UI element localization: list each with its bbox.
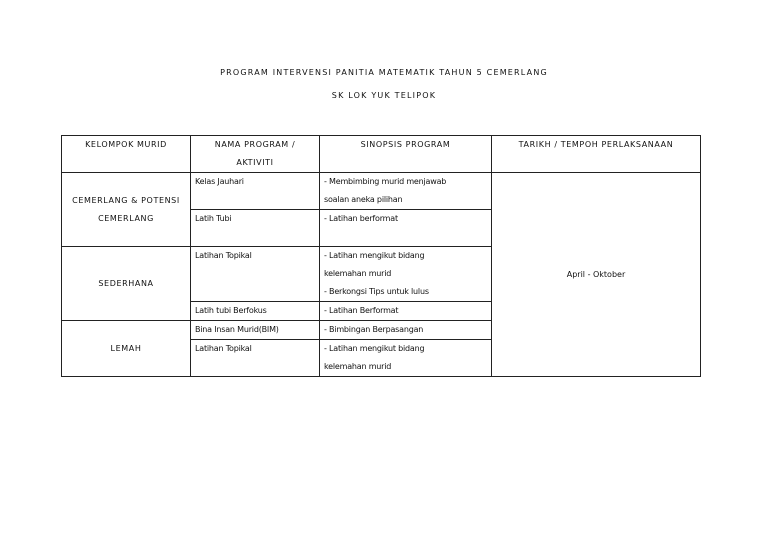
synopsis-cell: - Latihan berformat <box>320 210 492 247</box>
program-cell: Latih Tubi <box>191 210 320 247</box>
synopsis-line: - Latihan mengikut bidang <box>324 344 425 353</box>
synopsis-line: soalan aneka pilihan <box>324 195 403 204</box>
program-cell: Kelas Jauhari <box>191 173 320 210</box>
synopsis-line: - Berkongsi Tips untuk lulus <box>324 287 429 296</box>
synopsis-cell <box>320 340 492 377</box>
document-title: PROGRAM INTERVENSI PANITIA MATEMATIK TAHUN 5 CEMERLANG <box>220 68 548 77</box>
synopsis-line: kelemahan murid <box>324 362 392 371</box>
program-cell: Latihan Topikal <box>191 340 320 377</box>
header-program <box>191 136 320 173</box>
header-synopsis: SINOPSIS PROGRAM <box>320 136 492 173</box>
header-group: KELOMPOK MURID <box>62 136 191 173</box>
synopsis-line: - Latihan mengikut bidang <box>324 251 425 260</box>
program-cell: Bina Insan Murid(BIM) <box>191 321 320 340</box>
program-cell: Latihan Topikal <box>191 247 320 302</box>
header-program-line1: NAMA PROGRAM / <box>214 140 296 149</box>
synopsis-line: - Membimbing murid menjawab <box>324 177 447 186</box>
group-lemah: LEMAH <box>62 321 191 377</box>
program-cell: Latih tubi Berfokus <box>191 302 320 321</box>
header-program-line2: AKTIVITI <box>236 158 274 167</box>
synopsis-cell: - Latihan Berformat <box>320 302 492 321</box>
table-header-row <box>62 136 701 173</box>
intervention-table <box>61 135 701 377</box>
synopsis-cell <box>320 247 492 302</box>
synopsis-cell: - Bimbingan Berpasangan <box>320 321 492 340</box>
synopsis-line: kelemahan murid <box>324 269 392 278</box>
synopsis-cell <box>320 173 492 210</box>
group-sederhana: SEDERHANA <box>62 247 191 321</box>
school-name: SK LOK YUK TELIPOK <box>331 91 437 100</box>
group-cemerlang-line2: CEMERLANG <box>98 213 154 223</box>
table-row <box>62 173 701 210</box>
group-cemerlang-line1: CEMERLANG & POTENSI <box>72 195 180 205</box>
header-period: TARIKH / TEMPOH PERLAKSANAAN <box>492 136 701 173</box>
period-cell: April - Oktober <box>492 173 701 377</box>
group-cemerlang <box>62 173 191 247</box>
